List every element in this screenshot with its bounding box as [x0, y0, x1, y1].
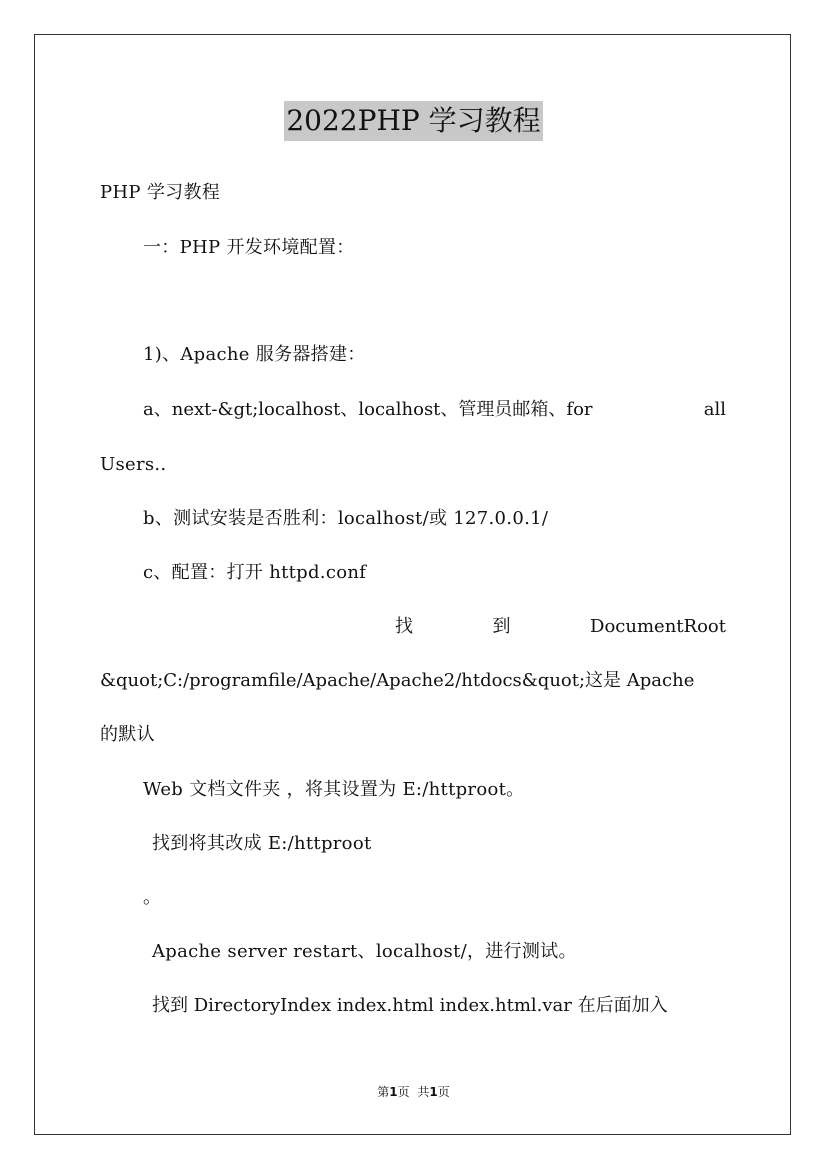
footer-page-number: 1 — [389, 1085, 398, 1099]
text-line: 。 — [143, 887, 162, 908]
page-footer — [0, 1083, 827, 1101]
text-line: Apache server restart、localhost/，进行测试。 — [152, 941, 577, 962]
footer-total-number: 1 — [429, 1085, 438, 1099]
text-fragment: a、next-&gt;localhost、localhost、管理员邮箱、for — [143, 399, 593, 420]
text-line: 的默认 — [100, 724, 155, 745]
title-container — [0, 101, 827, 141]
text-fragment: DocumentRoot — [590, 616, 726, 637]
text-line: 找到 DirectoryIndex index.html index.html.var 在后面加入 — [152, 995, 668, 1016]
text-line: &quot;C:/programfile/Apache/Apache2/htdocs&quot;这是 Apache — [100, 670, 695, 691]
text-fragment: 找 — [395, 616, 413, 637]
text-line: 找到将其改成 E:/httproot — [152, 833, 372, 854]
text-fragment: 到 — [492, 616, 511, 637]
document-title: 2022PHP 学习教程 — [284, 101, 542, 141]
text-line: c、配置：打开 httpd.conf — [143, 562, 367, 583]
footer-total-suffix: 页 — [437, 1085, 450, 1099]
footer-total-prefix: 共 — [417, 1085, 430, 1099]
text-line — [143, 397, 726, 423]
footer-page-suffix: 页 — [397, 1085, 410, 1099]
text-line — [395, 614, 726, 640]
text-line: 1)、Apache 服务器搭建： — [143, 344, 366, 365]
footer-page-prefix: 第 — [377, 1085, 390, 1099]
text-fragment: all — [703, 399, 726, 420]
text-line: Web 文档文件夹 ，将其设置为 E:/httproot。 — [143, 779, 525, 800]
text-line: Users.. — [100, 454, 167, 475]
text-line: b、测试安装是否胜利：localhost/或 127.0.0.1/ — [143, 508, 549, 529]
text-line: PHP 学习教程 — [100, 182, 221, 203]
text-line: 一：PHP 开发环境配置： — [143, 237, 355, 258]
